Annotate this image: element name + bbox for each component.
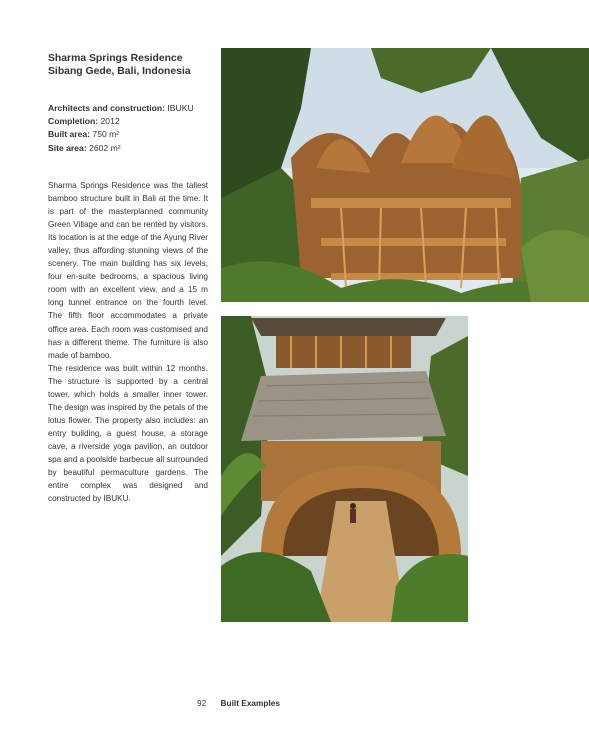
project-location: Sibang Gede, Bali, Indonesia (48, 66, 191, 77)
photo-exterior-illustration (221, 48, 589, 302)
fact-built-area: Built area: 750 m² (48, 129, 120, 140)
body-paragraph-2: The residence was built within 12 months. The structure is supported by a central tower, which holds a smaller inner tower. The design was inspired by the petals of the lotus flower. The property also includes: an entry building, a guest house, a storage cave, a riverside yoga pavilion, an outdoor spa and a poolside barbecue all surrounded by beautiful permaculture gardens. The entire complex was designed and constructed by IBUKU. (48, 363, 208, 504)
project-facts (48, 102, 213, 155)
photo-exterior (221, 48, 589, 302)
fact-site-area: Site area: 2602 m² (48, 142, 121, 153)
body-text (48, 179, 208, 505)
photo-tunnel-entrance (221, 316, 468, 622)
fact-completion: Completion: 2012 (48, 116, 120, 127)
page-number: 92 (197, 698, 207, 708)
title-block (48, 52, 208, 78)
section-name: Built Examples (220, 698, 281, 708)
page-footer (197, 698, 280, 708)
photo-tunnel-illustration (221, 316, 468, 622)
body-paragraph-1: Sharma Springs Residence was the tallest bamboo structure built in Bali at the time. It is part of the masterplanned community Green Village and can be rented by visitors. Its location is at the edge of the Ayung River valley, thus affording stunning views of the scenery. The main building has six levels, four en-suite bedrooms, a spacious living room with an excellent view, and a 15 m long tunnel entrance on the fourth level. The fifth floor accommodates a private office area. Each room was customised and has a different theme. The furniture is also made of bamboo. (48, 181, 208, 360)
project-title: Sharma Springs Residence (48, 53, 183, 64)
fact-architects: Architects and construction: IBUKU (48, 103, 194, 113)
